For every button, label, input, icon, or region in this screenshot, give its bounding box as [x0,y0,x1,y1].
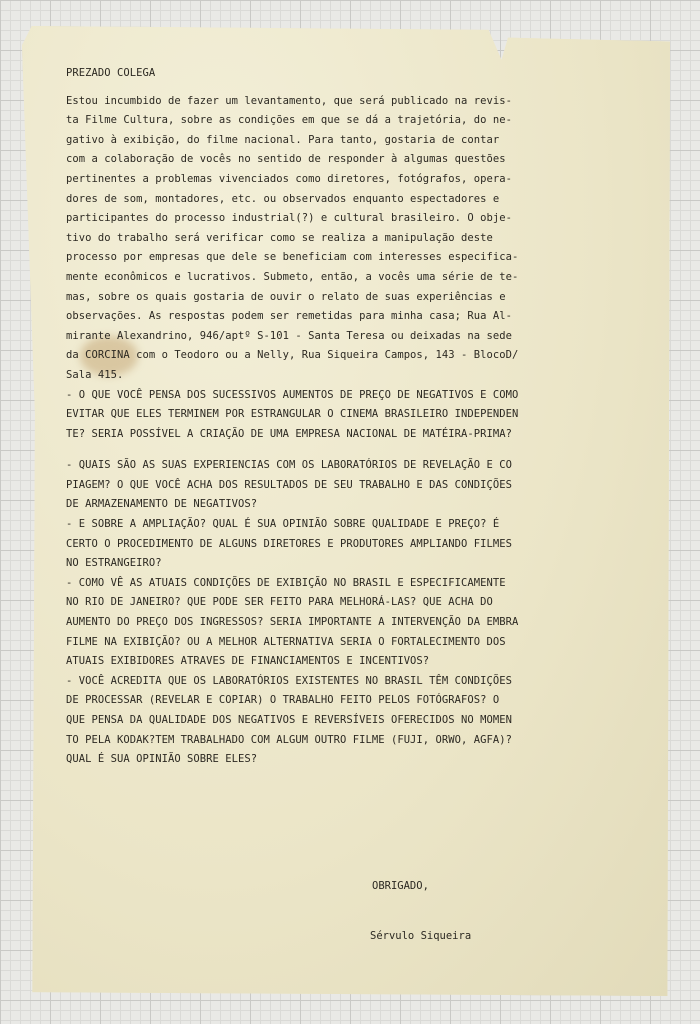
question-line: FILME NA EXIBIÇÃO? OU A MELHOR ALTERNATIVA SERIA O FORTALECIMENTO DOS [66,635,506,648]
intro-line: mas, sobre os quais gostaria de ouvir o relato de suas experiências e [66,290,506,303]
question-line: CERTO O PROCEDIMENTO DE ALGUNS DIRETORES E PRODUTORES AMPLIANDO FILMES [66,537,513,550]
question-2 [66,456,654,515]
question-line: TE? SERIA POSSÍVEL A CRIAÇÃO DE UMA EMPRESA NACIONAL DE MATÉIRA-PRIMA? [66,427,513,440]
intro-line: mente econômicos e lucrativos. Submeto, então, a vocês uma série de te- [66,270,519,283]
intro-line: com a colaboração de vocês no sentido de responder à algumas questões [66,153,506,166]
question-line: - E SOBRE A AMPLIAÇÃO? QUAL É SUA OPINIÃO SOBRE QUALIDADE E PREÇO? É [66,518,500,531]
question-line: QUAL É SUA OPINIÃO SOBRE ELES? [66,753,258,766]
question-3 [66,515,654,574]
intro-line: gativo à exibição, do filme nacional. Para tanto, gostaria de contar [66,133,500,146]
intro-paragraph [66,92,654,386]
question-line: DE ARMAZENAMENTO DE NEGATIVOS? [66,498,258,511]
question-line: NO RIO DE JANEIRO? QUE PODE SER FEITO PARA MELHORÁ-LAS? QUE ACHA DO [66,596,493,609]
intro-line: Sala 415. [66,368,124,381]
question-line: - VOCÊ ACREDITA QUE OS LABORATÓRIOS EXISTENTES NO BRASIL TÊM CONDIÇÕES [66,674,513,687]
intro-line: dores de som, montadores, etc. ou observados enquanto espectadores e [66,192,500,205]
intro-line: pertinentes a problemas vivenciados como diretores, fotógrafos, opera- [66,172,513,185]
intro-line: participantes do processo industrial(?) e cultural brasileiro. O obje- [66,212,513,225]
question-line: QUE PENSA DA QUALIDADE DOS NEGATIVOS E REVERSÍVEIS OFERECIDOS NO MOMEN [66,714,513,726]
question-line: ATUAIS EXIBIDORES ATRAVES DE FINANCIAMENTOS E INCENTIVOS? [66,655,430,668]
salutation: PREZADO COLEGA [66,67,156,79]
question-line: - O QUE VOCÊ PENSA DOS SUCESSIVOS AUMENTOS DE PREÇO DE NEGATIVOS E COMO [66,388,519,401]
question-line: - QUAIS SÃO AS SUAS EXPERIENCIAS COM OS LABORATÓRIOS DE REVELAÇÃO E CO [66,459,513,472]
question-4 [66,574,654,672]
letter-body [66,64,654,770]
question-1 [66,386,654,445]
intro-line: mirante Alexandrino, 946/aptº S-101 - Santa Teresa ou deixadas na sede [66,329,513,342]
intro-line: observações. As respostas podem ser remetidas para minha casa; Rua Al- [66,310,513,323]
closing: OBRIGADO, [372,880,429,892]
intro-line: Estou incumbido de fazer um levantamento, que será publicado na revis- [66,94,513,107]
question-line: NO ESTRANGEIRO? [66,557,162,570]
signature: Sérvulo Siqueira [370,930,472,942]
question-line: TO PELA KODAK?TEM TRABALHADO COM ALGUM OUTRO FILME (FUJI, ORWO, AGFA)? [66,733,513,746]
question-5 [66,672,654,770]
intro-line: ta Filme Cultura, sobre as condições em que se dá a trajetória, do ne- [66,114,513,127]
question-line: AUMENTO DO PREÇO DOS INGRESSOS? SERIA IMPORTANTE A INTERVENÇÃO DA EMBRA [66,616,519,629]
intro-line: tivo do trabalho será verificar como se realiza a manipulação deste [66,231,493,244]
question-line: DE PROCESSAR (REVELAR E COPIAR) O TRABALHO FEITO PELOS FOTÓGRAFOS? O [66,694,500,707]
question-line: EVITAR QUE ELES TERMINEM POR ESTRANGULAR O CINEMA BRASILEIRO INDEPENDEN [66,408,519,421]
intro-line: processo por empresas que dele se beneficiam com interesses especifica- [66,251,519,264]
question-line: - COMO VÊ AS ATUAIS CONDIÇÕES DE EXIBIÇÃO NO BRASIL E ESPECIFICAMENTE [66,576,506,589]
question-line: PIAGEM? O QUE VOCÊ ACHA DOS RESULTADOS DE SEU TRABALHO E DAS CONDIÇÕES [66,478,513,491]
intro-line: da CORCINA com o Teodoro ou a Nelly, Rua Siqueira Campos, 143 - BlocoD/ [66,349,519,362]
